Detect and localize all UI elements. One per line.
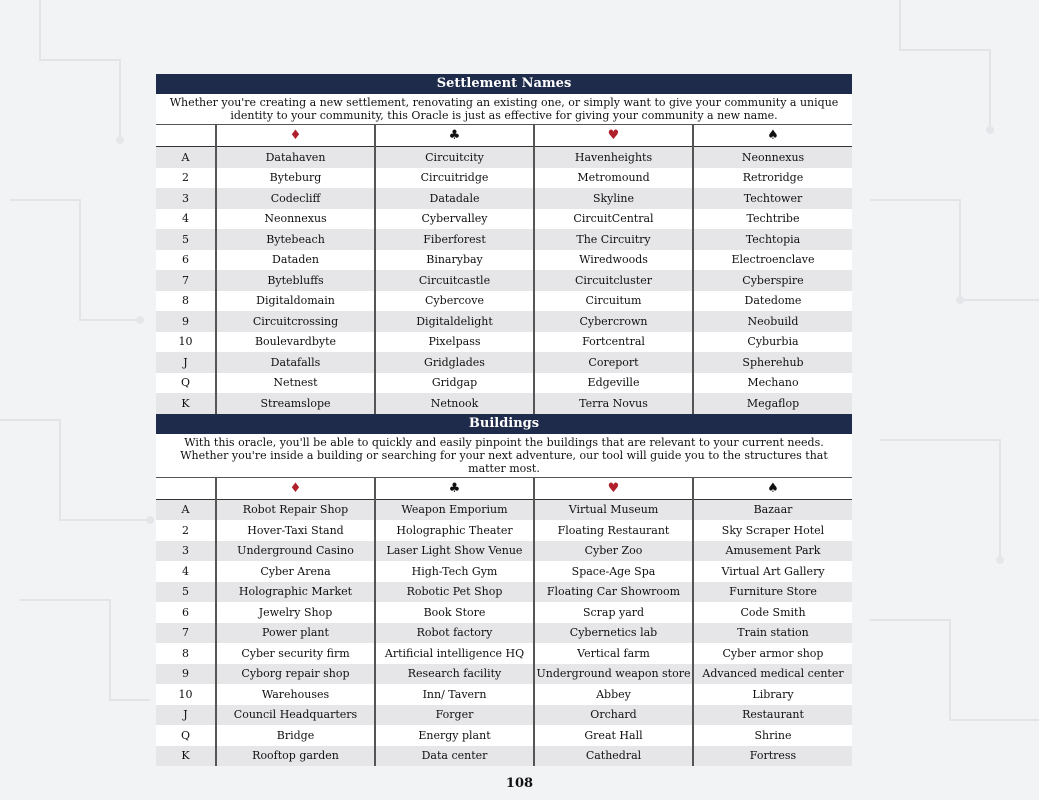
heart-suit-icon: ♥ — [534, 125, 693, 147]
table-cell: Streamslope — [216, 393, 375, 414]
buildings-suit-header-row — [156, 478, 852, 500]
table-row — [156, 311, 852, 332]
table-cell: Book Store — [375, 602, 534, 623]
table-cell: Cyberspire — [693, 270, 852, 291]
rank-cell: A — [156, 499, 216, 520]
table-cell: Underground Casino — [216, 541, 375, 562]
table-cell: Neobuild — [693, 311, 852, 332]
rank-cell: 3 — [156, 188, 216, 209]
rank-cell: J — [156, 352, 216, 373]
table-cell: Boulevardbyte — [216, 332, 375, 353]
table-cell: Bazaar — [693, 499, 852, 520]
table-row — [156, 250, 852, 271]
table-cell: Council Headquarters — [216, 705, 375, 726]
table-cell: Cybervalley — [375, 209, 534, 230]
rank-cell: 10 — [178, 335, 193, 349]
table-row — [156, 393, 852, 414]
table-cell: Cyburbia — [693, 332, 852, 353]
rank-cell: 7 — [156, 270, 216, 291]
heart-suit-icon: ♥ — [534, 478, 693, 500]
rank-cell: Q — [180, 376, 191, 390]
table-cell: Space-Age Spa — [534, 561, 693, 582]
diamond-suit-icon: ♦ — [216, 478, 375, 500]
table-cell: Shrine — [693, 725, 852, 746]
rank-column-header — [156, 125, 216, 147]
settlement-names-description: Whether you're creating a new settlement, renovating an existing one, or simply want to give your community a unique identity to your community, this Oracle is just as effective for giving your community a new name. — [156, 94, 852, 125]
settlement-suit-header-row — [156, 125, 852, 147]
table-cell: Virtual Museum — [534, 499, 693, 520]
table-cell: CircuitCentral — [534, 209, 693, 230]
rank-cell: K — [156, 393, 216, 414]
spade-suit-icon: ♠ — [693, 125, 852, 147]
table-cell: Coreport — [534, 352, 693, 373]
table-cell: Cybercove — [375, 291, 534, 312]
rank-cell: 5 — [156, 582, 216, 603]
rank-cell: 2 — [182, 523, 189, 537]
table-cell: Vertical farm — [534, 643, 693, 664]
table-cell: Cyber armor shop — [693, 643, 852, 664]
table-cell: Fortcentral — [534, 332, 693, 353]
table-cell: Energy plant — [375, 725, 534, 746]
table-cell: Robotic Pet Shop — [375, 582, 534, 603]
table-cell: Circuitcluster — [534, 270, 693, 291]
page-content — [156, 74, 852, 766]
table-cell: Spherehub — [693, 352, 852, 373]
club-suit-icon: ♣ — [375, 125, 534, 147]
table-cell: Electroenclave — [693, 250, 852, 271]
rank-cell: 9 — [156, 664, 216, 685]
table-cell: Datafalls — [216, 352, 375, 373]
rank-cell: 7 — [156, 623, 216, 644]
table-cell: High-Tech Gym — [375, 561, 534, 582]
table-cell: Circuitcity — [375, 147, 534, 168]
table-cell: Circuitcastle — [375, 270, 534, 291]
table-cell: Artificial intelligence HQ — [375, 643, 534, 664]
table-cell: Bytebluffs — [216, 270, 375, 291]
table-cell: Retroridge — [693, 168, 852, 189]
rank-cell: 8 — [182, 646, 189, 660]
table-cell: Circuitum — [534, 291, 693, 312]
buildings-table — [156, 478, 852, 767]
rank-cell: J — [156, 705, 216, 726]
rank-cell: 4 — [182, 564, 189, 578]
settlement-names-header: Settlement Names — [156, 74, 852, 94]
table-row — [156, 373, 852, 394]
settlement-names-table — [156, 125, 852, 414]
table-cell: Techtower — [693, 188, 852, 209]
table-row — [156, 147, 852, 168]
table-row — [156, 725, 852, 746]
table-cell: Furniture Store — [693, 582, 852, 603]
table-cell: Neonnexus — [693, 147, 852, 168]
table-cell: Datahaven — [216, 147, 375, 168]
table-cell: Weapon Emporium — [375, 499, 534, 520]
table-cell: Edgeville — [534, 373, 693, 394]
table-cell: Restaurant — [693, 705, 852, 726]
table-cell: Pixelpass — [375, 332, 534, 353]
table-cell: Cyber Zoo — [534, 541, 693, 562]
table-cell: Metromound — [534, 168, 693, 189]
table-cell: Datedome — [693, 291, 852, 312]
buildings-header: Buildings — [156, 414, 852, 434]
rank-cell: 10 — [178, 687, 193, 701]
table-cell: Great Hall — [534, 725, 693, 746]
table-cell: Wiredwoods — [534, 250, 693, 271]
table-cell: Code Smith — [693, 602, 852, 623]
table-row — [156, 229, 852, 250]
buildings-description: With this oracle, you'll be able to quickly and easily pinpoint the buildings that are relevant to your current needs. Whether you're inside a building or searching for your next adventure, our tool will guide you to the structures that matter most. — [156, 434, 852, 478]
table-cell: Codecliff — [216, 188, 375, 209]
table-cell: The Circuitry — [534, 229, 693, 250]
rank-cell: 6 — [182, 605, 189, 619]
table-cell: Digitaldelight — [375, 311, 534, 332]
table-cell: Holographic Theater — [375, 520, 534, 541]
table-cell: Techtribe — [693, 209, 852, 230]
table-row — [156, 188, 852, 209]
table-row — [156, 664, 852, 685]
table-row — [156, 623, 852, 644]
table-row — [156, 168, 852, 189]
table-cell: Gridgap — [375, 373, 534, 394]
table-cell: Skyline — [534, 188, 693, 209]
table-row — [156, 746, 852, 767]
table-cell: Robot Repair Shop — [216, 499, 375, 520]
table-cell: Cyber Arena — [216, 561, 375, 582]
table-cell: Havenheights — [534, 147, 693, 168]
rank-cell: 8 — [182, 294, 189, 308]
rank-cell: 4 — [182, 212, 189, 226]
table-cell: Virtual Art Gallery — [693, 561, 852, 582]
table-cell: Bridge — [216, 725, 375, 746]
table-row — [156, 684, 852, 705]
table-cell: Warehouses — [216, 684, 375, 705]
table-cell: Train station — [693, 623, 852, 644]
table-cell: Bytebeach — [216, 229, 375, 250]
table-cell: Research facility — [375, 664, 534, 685]
table-cell: Netnest — [216, 373, 375, 394]
table-row — [156, 643, 852, 664]
table-row — [156, 561, 852, 582]
table-cell: Cyber security firm — [216, 643, 375, 664]
table-cell: Byteburg — [216, 168, 375, 189]
table-row — [156, 270, 852, 291]
table-cell: Hover-Taxi Stand — [216, 520, 375, 541]
table-cell: Sky Scraper Hotel — [693, 520, 852, 541]
rank-cell: 9 — [156, 311, 216, 332]
table-cell: Forger — [375, 705, 534, 726]
table-cell: Data center — [375, 746, 534, 767]
table-row — [156, 291, 852, 312]
table-cell: Netnook — [375, 393, 534, 414]
table-cell: Dataden — [216, 250, 375, 271]
table-cell: Fortress — [693, 746, 852, 767]
table-cell: Holographic Market — [216, 582, 375, 603]
rank-cell: Q — [180, 728, 191, 742]
table-cell: Laser Light Show Venue — [375, 541, 534, 562]
table-row — [156, 520, 852, 541]
table-row — [156, 332, 852, 353]
table-cell: Circuitridge — [375, 168, 534, 189]
table-cell: Binarybay — [375, 250, 534, 271]
table-row — [156, 602, 852, 623]
table-cell: Floating Restaurant — [534, 520, 693, 541]
table-cell: Inn/ Tavern — [375, 684, 534, 705]
table-row — [156, 499, 852, 520]
table-row — [156, 582, 852, 603]
rank-cell: 6 — [182, 253, 189, 267]
table-cell: Circuitcrossing — [216, 311, 375, 332]
table-cell: Rooftop garden — [216, 746, 375, 767]
table-cell: Abbey — [534, 684, 693, 705]
table-cell: Megaflop — [693, 393, 852, 414]
rank-cell: 5 — [156, 229, 216, 250]
table-cell: Library — [693, 684, 852, 705]
table-row — [156, 541, 852, 562]
page-number: 108 — [505, 776, 534, 791]
table-cell: Neonnexus — [216, 209, 375, 230]
table-cell: Datadale — [375, 188, 534, 209]
rank-cell: 2 — [182, 171, 189, 185]
table-cell: Fiberforest — [375, 229, 534, 250]
rank-cell: 3 — [156, 541, 216, 562]
table-cell: Techtopia — [693, 229, 852, 250]
club-suit-icon: ♣ — [375, 478, 534, 500]
table-cell: Floating Car Showroom — [534, 582, 693, 603]
table-cell: Power plant — [216, 623, 375, 644]
table-cell: Jewelry Shop — [216, 602, 375, 623]
table-cell: Underground weapon store — [534, 664, 693, 685]
table-cell: Gridglades — [375, 352, 534, 373]
rank-cell: A — [156, 147, 216, 168]
table-cell: Cybercrown — [534, 311, 693, 332]
table-cell: Advanced medical center — [693, 664, 852, 685]
table-cell: Digitaldomain — [216, 291, 375, 312]
table-cell: Robot factory — [375, 623, 534, 644]
rank-column-header — [156, 478, 216, 500]
table-cell: Orchard — [534, 705, 693, 726]
table-cell: Mechano — [693, 373, 852, 394]
table-cell: Terra Novus — [534, 393, 693, 414]
table-cell: Cybernetics lab — [534, 623, 693, 644]
spade-suit-icon: ♠ — [693, 478, 852, 500]
table-row — [156, 705, 852, 726]
table-cell: Cathedral — [534, 746, 693, 767]
table-row — [156, 352, 852, 373]
table-cell: Cyborg repair shop — [216, 664, 375, 685]
table-row — [156, 209, 852, 230]
table-cell: Scrap yard — [534, 602, 693, 623]
rank-cell: K — [156, 746, 216, 767]
diamond-suit-icon: ♦ — [216, 125, 375, 147]
table-cell: Amusement Park — [693, 541, 852, 562]
